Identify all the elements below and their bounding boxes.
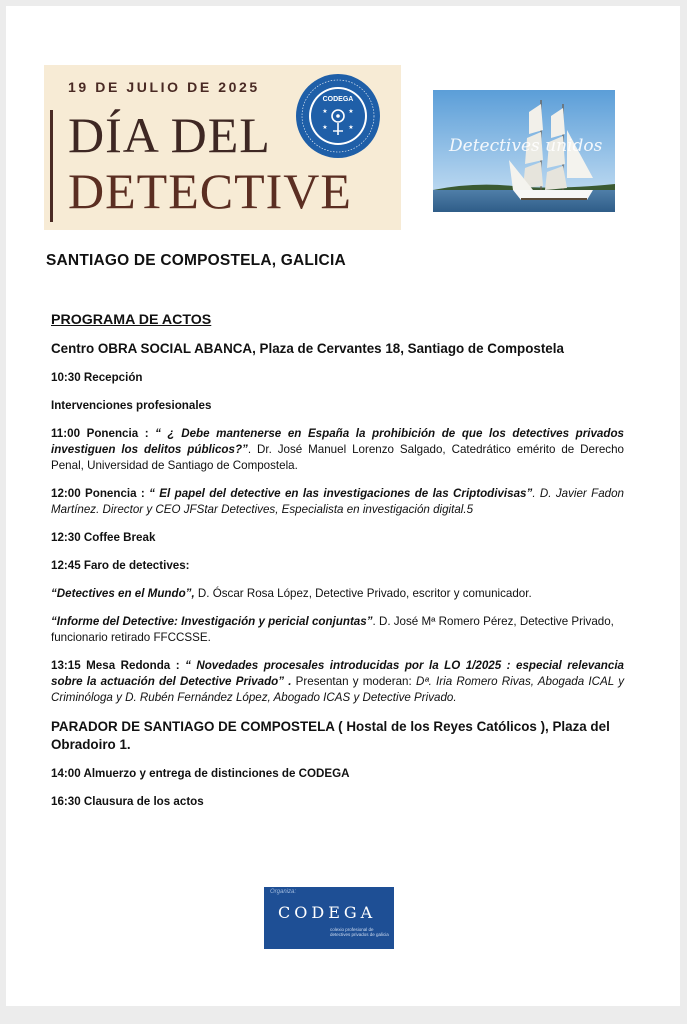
codega-subtitle: colexio profesional de detectives privados de galicia	[330, 927, 389, 937]
talk-2	[51, 486, 624, 518]
organiza-label: Organiza:	[270, 889, 297, 895]
svg-text:★: ★	[348, 125, 354, 131]
codega-logo	[264, 887, 394, 949]
coffee-break-line: 12:30 Coffee Break	[51, 531, 156, 544]
faro-item-2-speaker: . D. José Mª Romero Pérez, Detective Privado, funcionario retirado FFCCSSE.	[51, 615, 614, 644]
talk-1-time: 11:00 Ponencia :	[51, 427, 156, 440]
lunch-line: 14:00 Almuerzo y entrega de distinciones de CODEGA	[51, 767, 350, 780]
svg-text:CODEGA: CODEGA	[322, 96, 354, 103]
faro-item-2-title: “Informe del Detective: Investigación y pericial conjuntas”	[51, 615, 373, 628]
svg-text:★: ★	[322, 125, 328, 131]
reception-line: 10:30 Recepción	[51, 371, 143, 384]
faro-item-1-title: “Detectives en el Mundo”,	[51, 587, 195, 600]
faro-item-1-speaker: D. Óscar Rosa López, Detective Privado, escritor y comunicador.	[194, 587, 532, 600]
event-banner	[44, 65, 401, 230]
city-heading: SANTIAGO DE COMPOSTELA, GALICIA	[46, 252, 346, 269]
banner-accent-bar	[50, 110, 53, 222]
faro-item-2	[51, 614, 624, 646]
talk-1-speaker: . Dr. José Manuel Lorenzo Salgado, Catedrático emérito de Derecho Penal, Universidad de Santiago de Compostela.	[51, 443, 624, 472]
program-content	[51, 312, 624, 822]
talk-2-time: 12:00 Ponencia :	[51, 487, 150, 500]
event-date: 19 DE JULIO DE 2025	[68, 79, 260, 95]
svg-text:★: ★	[348, 109, 354, 115]
talk-2-title: “ El papel del detective en las investigaciones de las Criptodivisas”	[149, 487, 533, 500]
codega-seal-icon	[295, 73, 381, 159]
codega-wordmark: CODEGA	[278, 903, 377, 922]
sailing-ship-photo	[433, 90, 615, 212]
round-table-speakers: Dª. Iria Romero Rivas, Abogada ICAL y Criminóloga y D. Rubén Fernández López, Abogado ICAS y Detective Privado.	[51, 675, 624, 704]
event-title-line2: DETECTIVE	[68, 163, 352, 219]
program-heading: PROGRAMA DE ACTOS	[51, 312, 212, 328]
event-title-line1: DÍA DEL	[68, 107, 271, 163]
round-table-title: “ Novedades procesales introducidas por la LO 1/2025 : especial relevancia sobre la actuación del Detective Privado” .	[51, 659, 624, 688]
svg-text:★: ★	[322, 109, 328, 115]
talk-2-speaker: . D. Javier Fadon Martínez. Director y CEO JFStar Detectives, Especialista en investigación digital.5	[51, 487, 625, 516]
talk-1-title: “ ¿ Debe mantenerse en España la prohibición de que los detectives privados investiguen los delitos públicos?”	[51, 427, 624, 456]
round-table-time: 13:15 Mesa Redonda :	[51, 659, 186, 672]
talk-1	[51, 426, 624, 474]
interventions-heading: Intervenciones profesionales	[51, 399, 212, 412]
photo-caption: Detectives unidos	[449, 136, 603, 156]
round-table	[51, 658, 624, 706]
parador-venue: PARADOR DE SANTIAGO DE COMPOSTELA ( Hostal de los Reyes Católicos ), Plaza del Obradoiro 1.	[51, 719, 610, 752]
closing-line: 16:30 Clausura de los actos	[51, 795, 204, 808]
venue-line: Centro OBRA SOCIAL ABANCA, Plaza de Cervantes 18, Santiago de Compostela	[51, 341, 564, 356]
faro-item-1	[51, 586, 624, 602]
faro-heading: 12:45 Faro de detectives:	[51, 559, 190, 572]
round-table-intro: Presentan y moderan:	[291, 675, 412, 688]
